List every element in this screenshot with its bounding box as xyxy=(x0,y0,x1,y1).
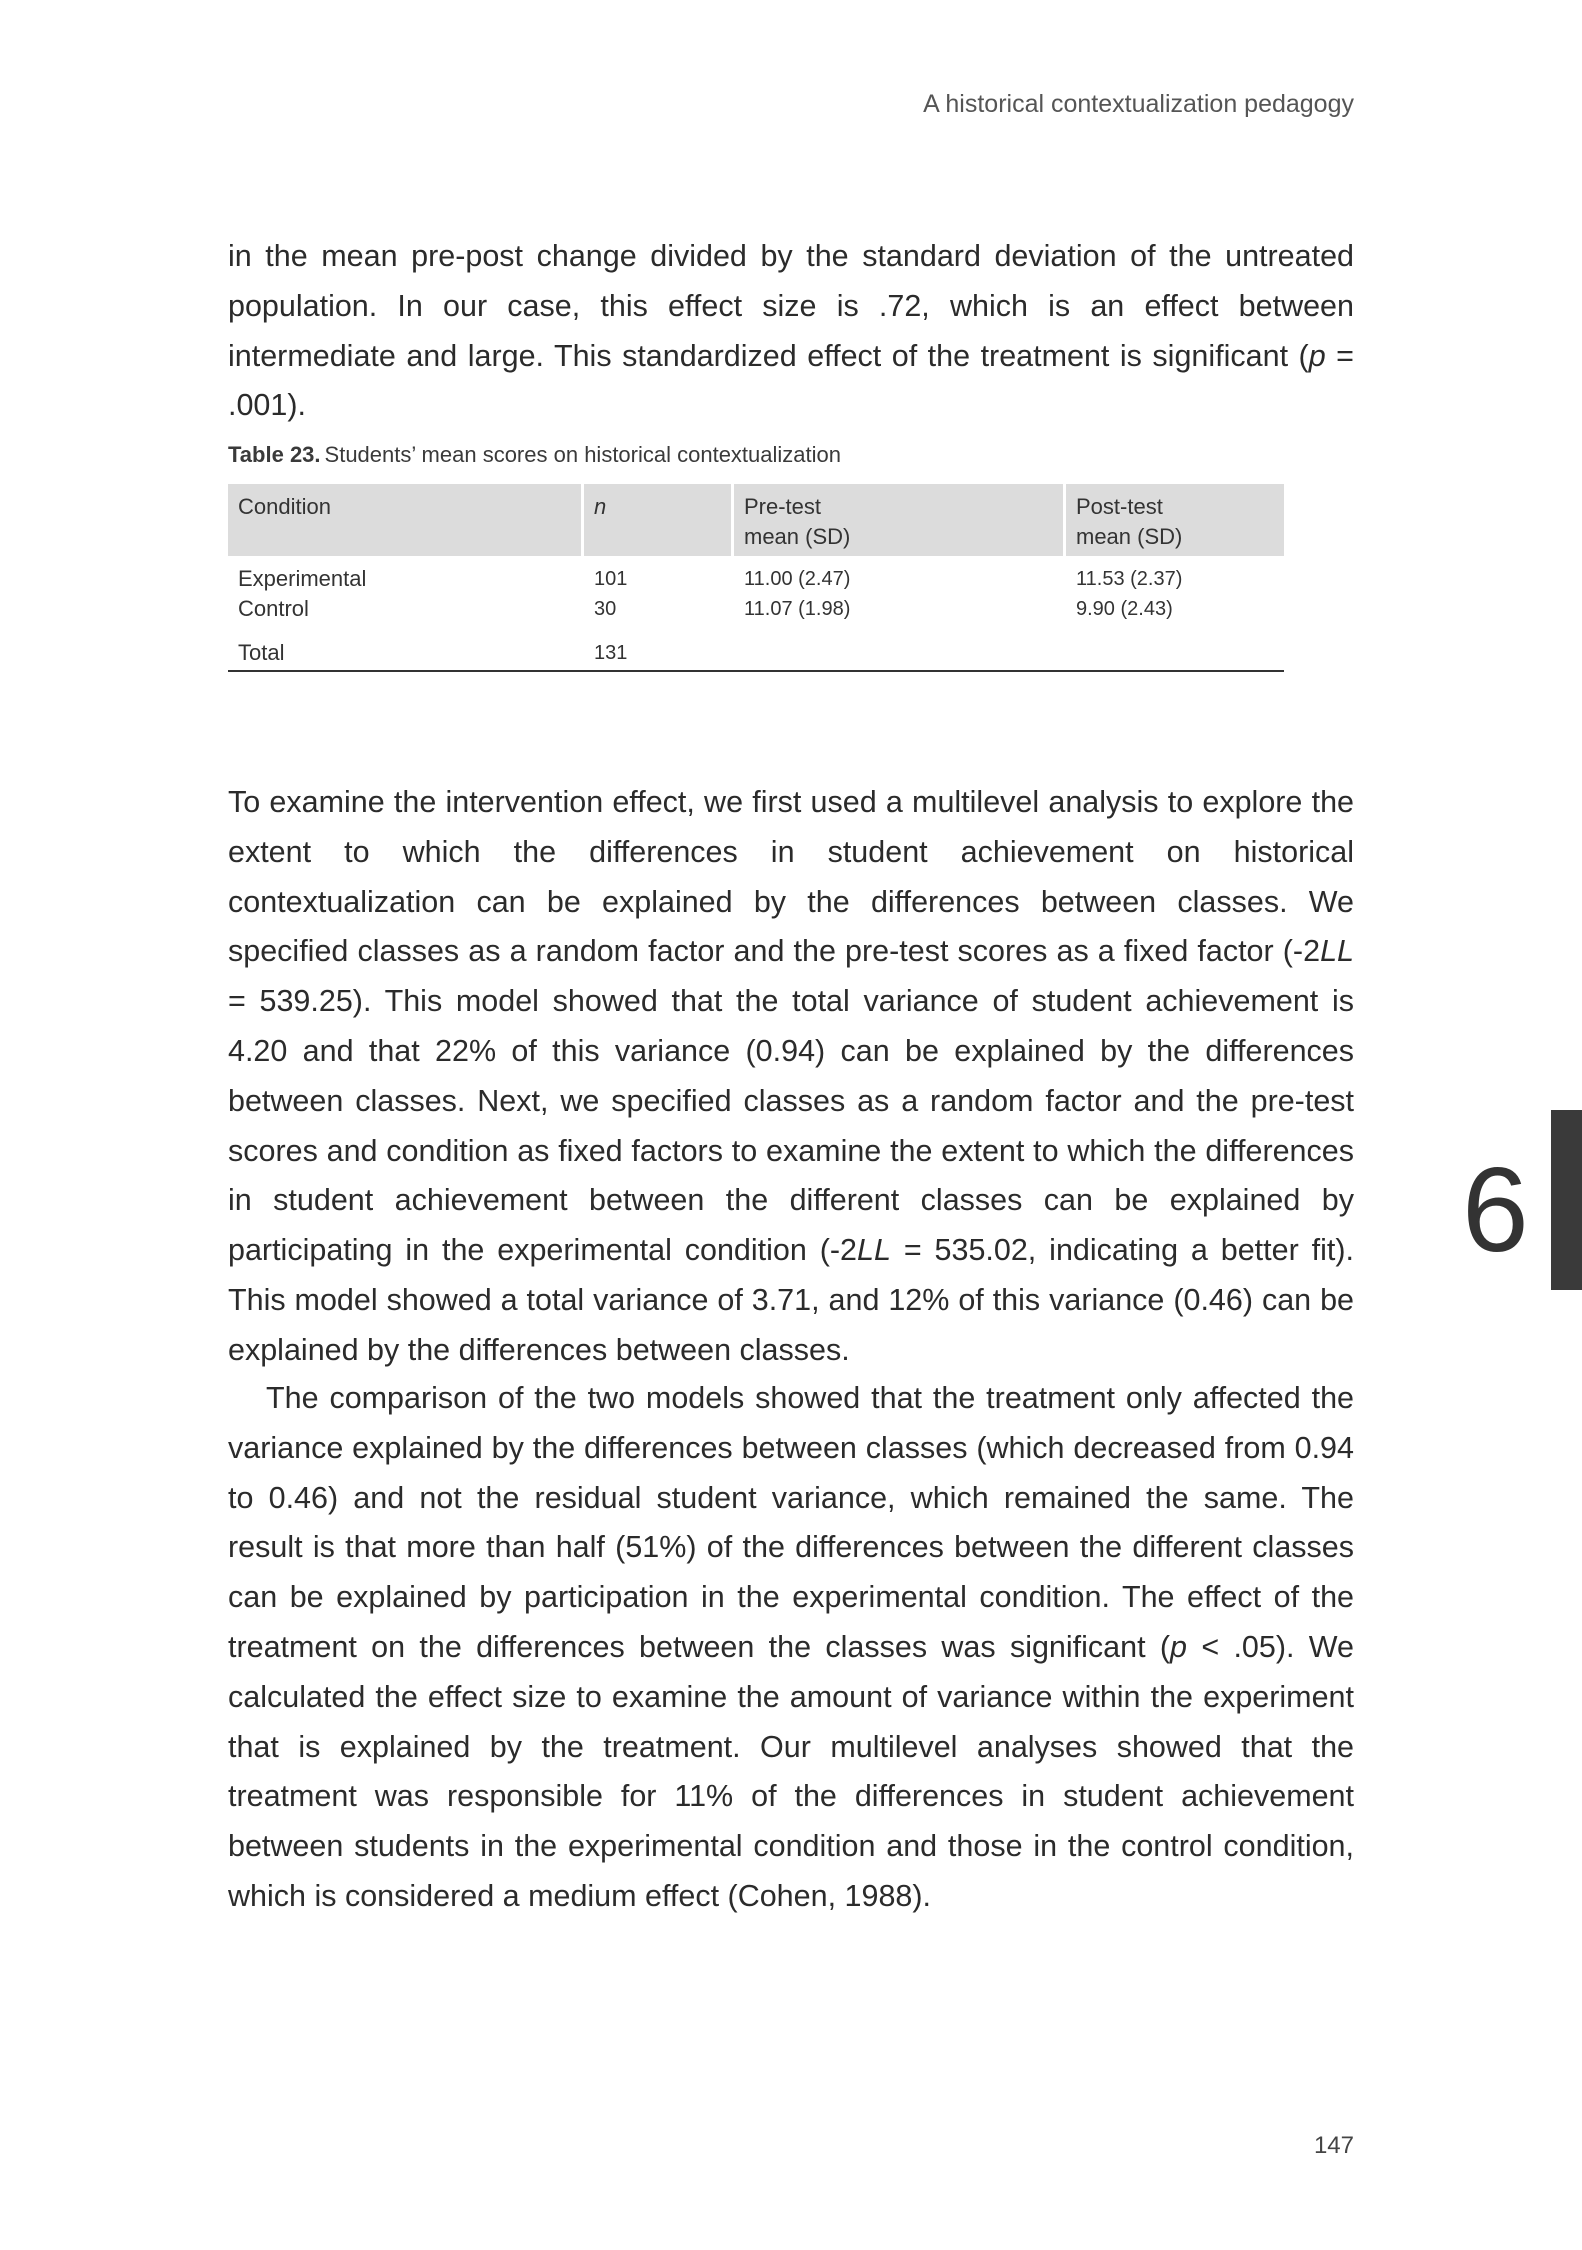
cell-empty xyxy=(734,624,1066,672)
chapter-number: 6 xyxy=(1462,1143,1529,1277)
paragraph-multilevel-analysis xyxy=(228,778,1354,1376)
table-caption-text: Students’ mean scores on historical contextualization xyxy=(324,442,841,467)
cell-n: 101 xyxy=(594,568,628,590)
cell-total-label: Total xyxy=(228,624,584,672)
cell-empty xyxy=(1066,624,1284,672)
p2-text-b: = 539.25). This model showed that the total variance of student achievement is 4.20 and that 22% of this variance (0.94) can be explained by the differences between classes. Next, we specified classes as a random factor and the pre-test scores and condition as fixed factors to examine the extent to which the differences in student achievement between the different classes can be explained by participating in the experimental condition (-2 xyxy=(228,984,1354,1268)
p2-text-c: = 535.02, indicating a better fit). This model showed a total variance of 3.71, and 12% of this variance (0.46) can be explained by the differences between classes. xyxy=(228,1233,1354,1367)
page-number: 147 xyxy=(1313,2132,1354,2159)
cell-condition: Experimental xyxy=(238,566,367,591)
running-header: A historical contextualization pedagogy xyxy=(923,90,1354,118)
cell-condition: Control xyxy=(238,596,309,621)
table-row xyxy=(228,556,1284,594)
header-pre-test: Pre-test mean (SD) xyxy=(734,484,1066,556)
p3-text-b: < .05). We calculated the effect size to examine the amount of variance within the experiment that is explained by the treatment. Our multilevel analyses showed that the treatment was responsible for 11% of the differences in student achievement between students in the experimental condition and those in the control condition, which is considered a medium effect (Cohen, 1988). xyxy=(228,1629,1354,1913)
p2-ll-symbol: LL xyxy=(1320,934,1354,969)
p3-p-symbol: p xyxy=(1170,1629,1188,1664)
cell-n: 30 xyxy=(594,598,617,620)
p2-text-a: To examine the intervention effect, we first used a multilevel analysis to explore the extent to which the differences in student achievement on historical contextualization can be explained by the differences between classes. We specified classes as a random factor and the pre-test scores as a fixed factor (-2 xyxy=(228,785,1354,969)
p1-text-a: in the mean pre-post change divided by the standard deviation of the untreated population. In our case, this effect size is .72, which is an effect between intermediate and large. This standardized effect of the treatment is significant ( xyxy=(228,239,1354,373)
paragraph-effect-size xyxy=(228,232,1354,431)
chapter-tab-marker xyxy=(1551,1110,1582,1290)
table-total-row xyxy=(228,624,1284,672)
cell-pre: 11.00 (2.47) xyxy=(744,568,851,590)
table-caption-label: Table 23. xyxy=(228,442,321,467)
table-caption xyxy=(228,442,841,468)
table-header-row xyxy=(228,484,1284,556)
header-post-test: Post-test mean (SD) xyxy=(1066,484,1284,556)
p1-text-b: = .001). xyxy=(228,338,1354,423)
scores-table xyxy=(228,484,1284,672)
table-row xyxy=(228,594,1284,624)
header-n: n xyxy=(584,484,734,556)
cell-post: 11.53 (2.37) xyxy=(1076,568,1183,590)
cell-post: 9.90 (2.43) xyxy=(1076,598,1173,620)
p3-text-a: The comparison of the two models showed that the treatment only affected the variance explained by the differences between classes (which decreased from 0.94 to 0.46) and not the residual student variance, which remained the same. The result is that more than half (51%) of the differences between the different classes can be explained by participation in the experimental condition. The effect of the treatment on the differences between the classes was significant ( xyxy=(228,1381,1354,1664)
header-condition: Condition xyxy=(228,484,584,556)
cell-total-n: 131 xyxy=(584,624,734,672)
p2-ll-symbol: LL xyxy=(857,1233,891,1268)
paragraph-model-comparison xyxy=(228,1374,1354,1922)
cell-pre: 11.07 (1.98) xyxy=(744,598,851,620)
p1-p-symbol: p xyxy=(1308,338,1326,373)
